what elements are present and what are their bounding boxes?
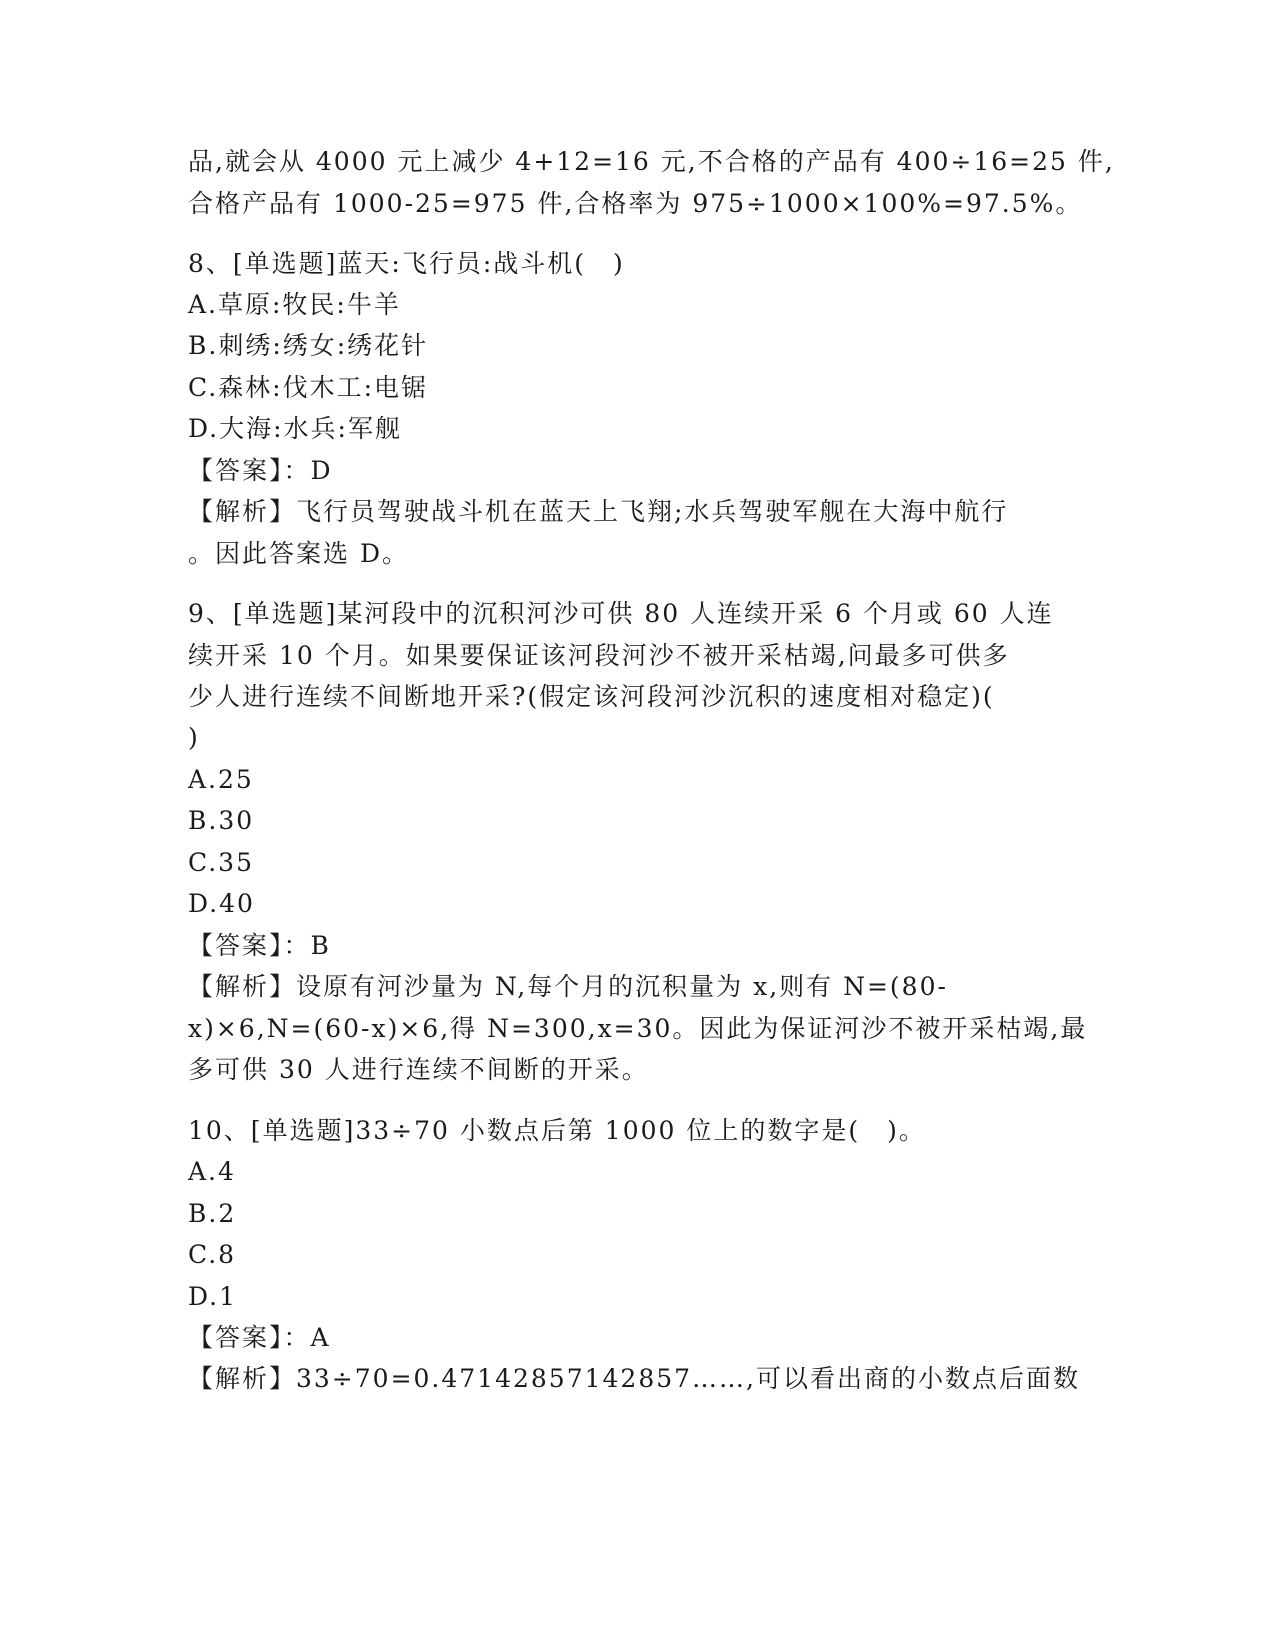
- q9-explanation-line-3: 多可供 30 人进行连续不间断的开采。: [188, 1055, 649, 1084]
- q8-option-d: D.大海:水兵:军舰: [188, 414, 402, 443]
- q10-answer: 【答案】：A: [188, 1323, 331, 1352]
- q9-question-line-4: ): [188, 723, 200, 752]
- q8-answer: 【答案】：D: [188, 456, 333, 485]
- q9-explanation-line-2: x)×6,N=(60-x)×6,得 N=300,x=30。因此为保证河沙不被开采枯竭,最: [188, 1014, 1088, 1043]
- q10-option-c: C.8: [188, 1240, 237, 1269]
- q9-answer: 【答案】：B: [188, 931, 331, 960]
- q8-option-a: A.草原:牧民:牛羊: [188, 290, 401, 319]
- q9-option-b: B.30: [188, 806, 255, 835]
- q7-explanation-line-1: 品,就会从 4000 元上减少 4+12=16 元,不合格的产品有 400÷16=25 件,: [188, 147, 1115, 176]
- q10-option-a: A.4: [188, 1157, 236, 1186]
- q8-explanation-line-1: 【解析】飞行员驾驶战斗机在蓝天上飞翔;水兵驾驶军舰在大海中航行: [188, 497, 1009, 526]
- q9-question-line-2: 续开采 10 个月。如果要保证该河段河沙不被开采枯竭,问最多可供多: [188, 641, 1010, 670]
- q9-explanation-line-1: 【解析】设原有河沙量为 N,每个月的沉积量为 x,则有 N=(80-: [188, 972, 948, 1001]
- q10-explanation-line-1: 【解析】33÷70=0.47142857142857……,可以看出商的小数点后面数: [188, 1364, 1080, 1393]
- q9-question-line-1: 9、[单选题]某河段中的沉积河沙可供 80 人连续开采 6 个月或 60 人连: [188, 599, 1054, 628]
- q8-explanation-line-2: 。因此答案选 D。: [188, 539, 409, 568]
- q10-question: 10、[单选题]33÷70 小数点后第 1000 位上的数字是( )。: [188, 1116, 926, 1145]
- q8-option-b: B.刺绣:绣女:绣花针: [188, 331, 429, 360]
- q8-option-c: C.森林:伐木工:电锯: [188, 373, 429, 402]
- q9-option-d: D.40: [188, 889, 255, 918]
- q9-question-line-3: 少人进行连续不间断地开采?(假定该河段河沙沉积的速度相对稳定)(: [188, 682, 995, 711]
- q9-option-a: A.25: [188, 765, 254, 794]
- q10-option-b: B.2: [188, 1199, 237, 1228]
- q7-explanation-line-2: 合格产品有 1000-25=975 件,合格率为 975÷1000×100%=97.5%。: [188, 189, 1083, 218]
- q9-option-c: C.35: [188, 848, 254, 877]
- q8-question: 8、[单选题]蓝天:飞行员:战斗机( ): [188, 249, 625, 278]
- q10-option-d: D.1: [188, 1282, 238, 1311]
